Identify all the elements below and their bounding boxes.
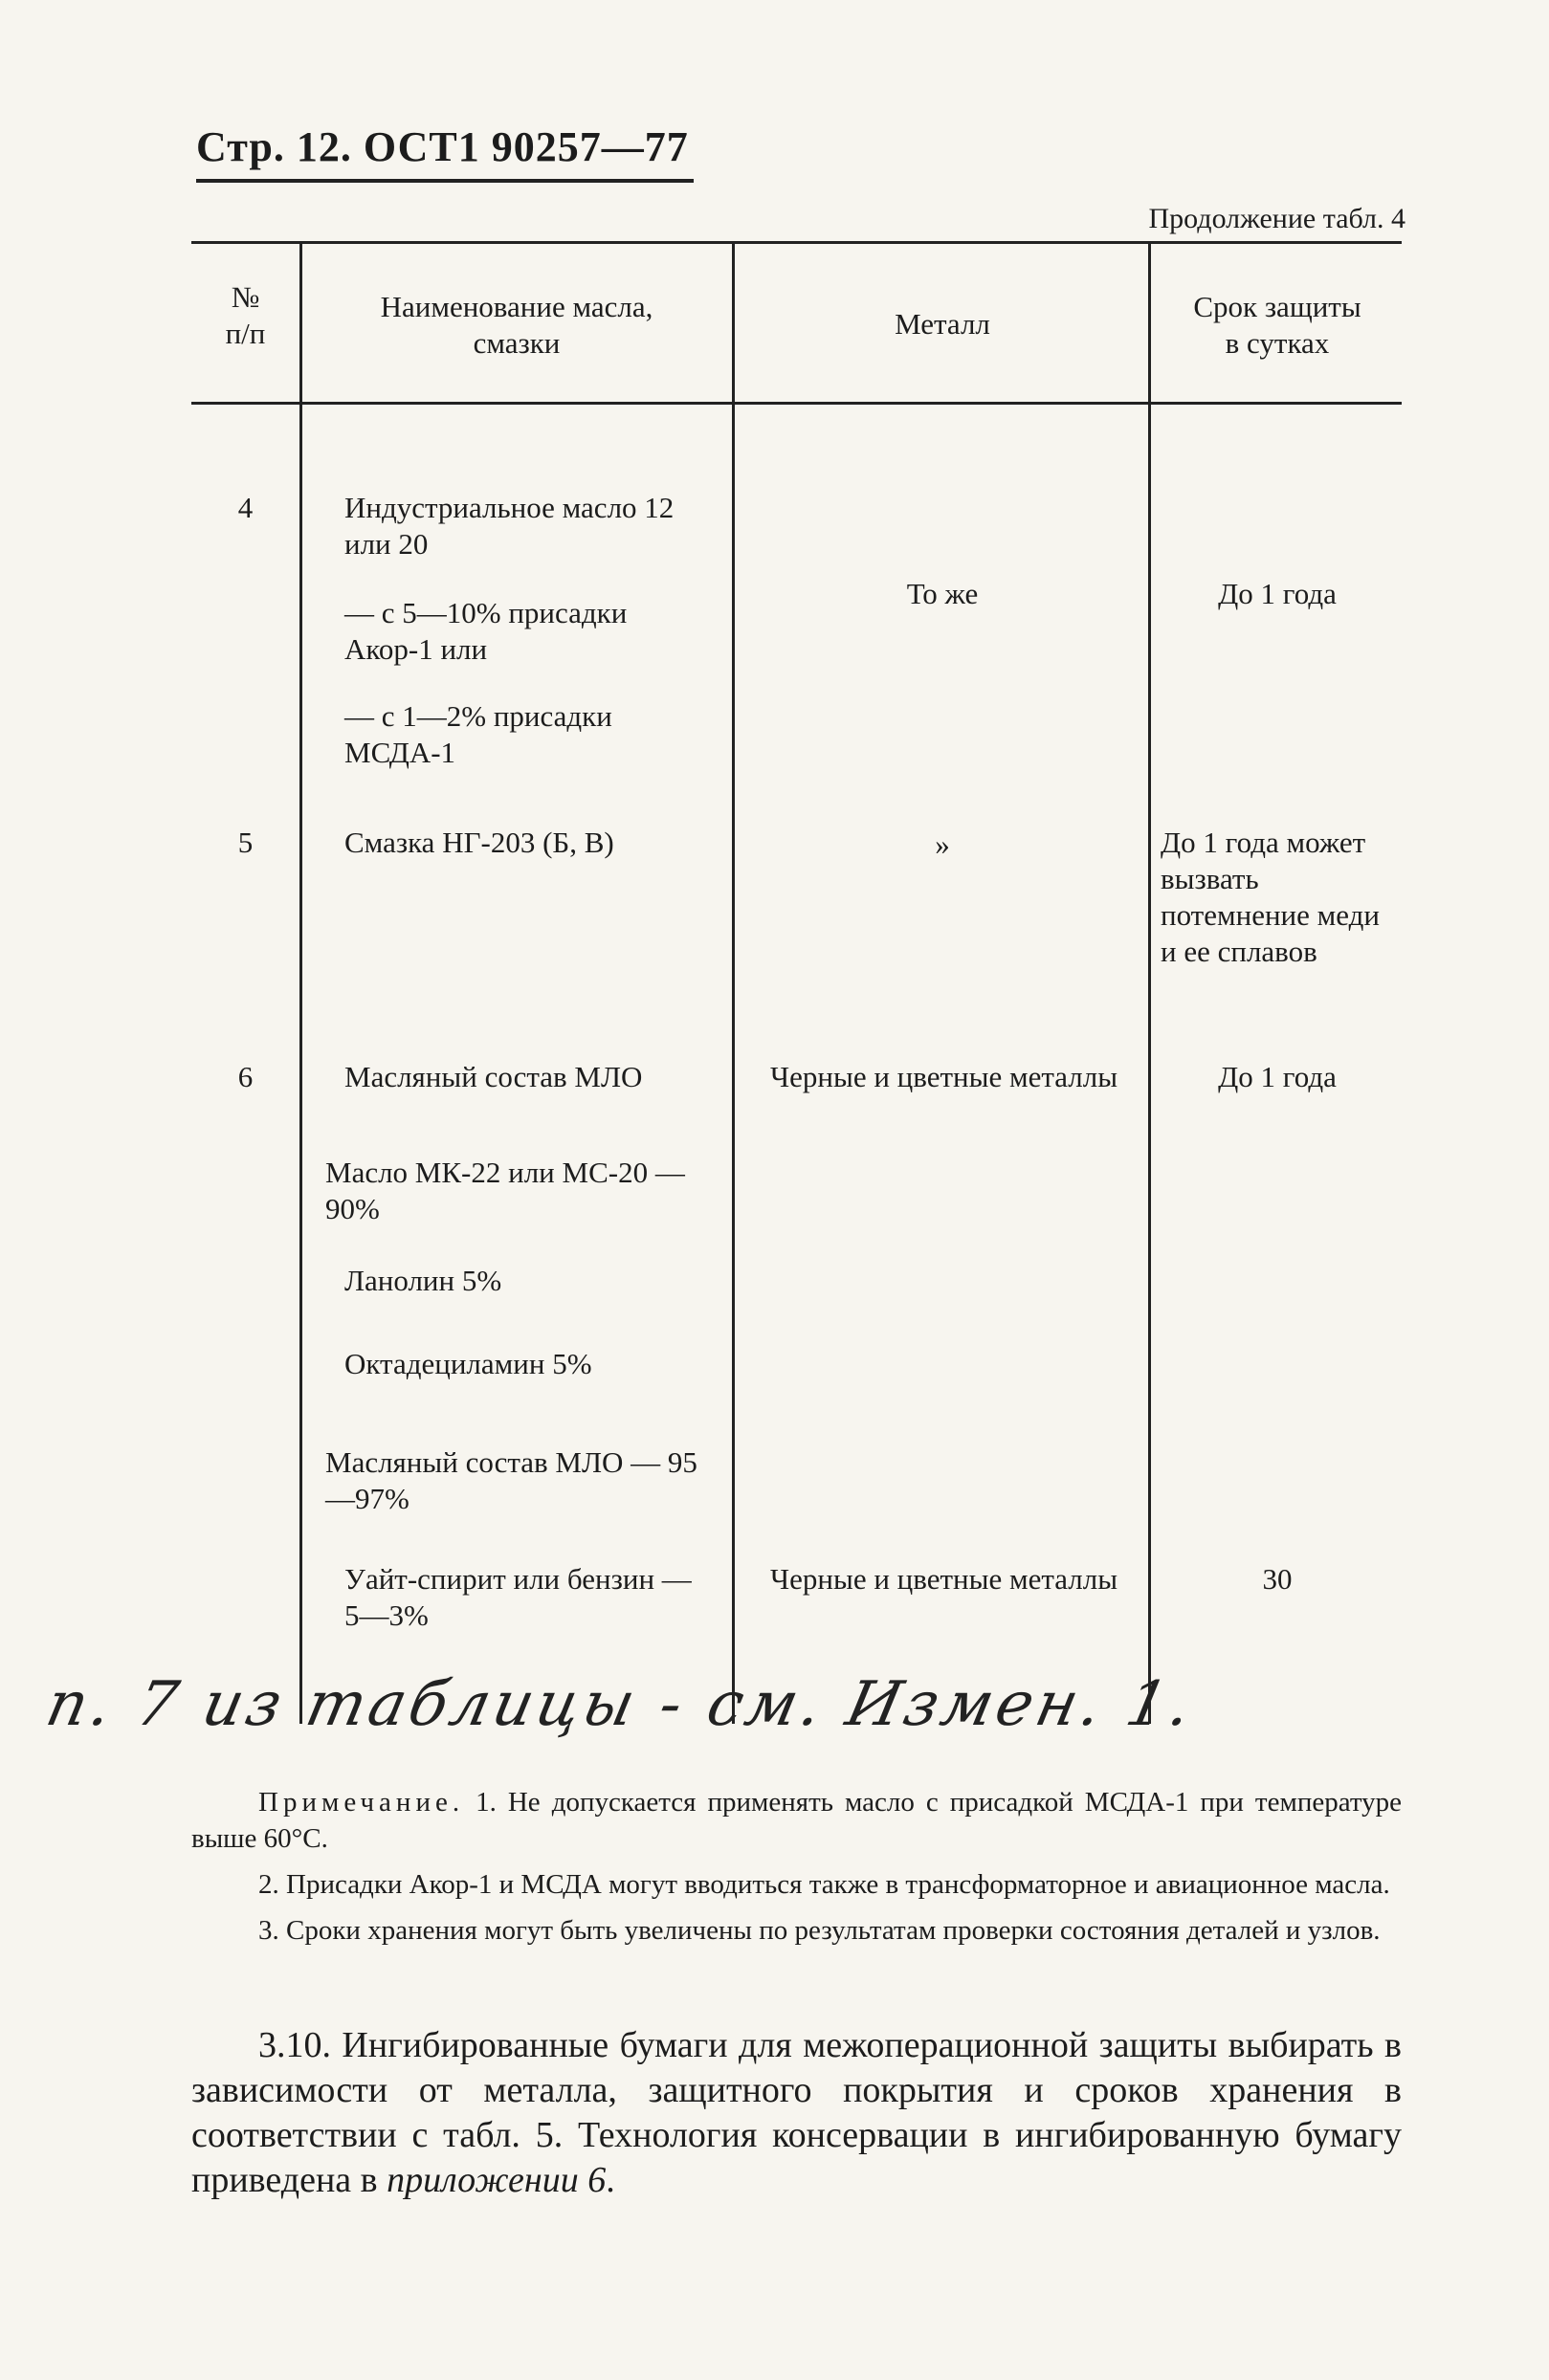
row6-name-sub3: Октадециламин 5% (344, 1347, 592, 1380)
row6-metal-2: Черные и цветные металлы (770, 1562, 1118, 1596)
row4-term: До 1 года (1218, 577, 1337, 610)
row4-number: 4 (237, 491, 254, 524)
note-1-text: 1. Не допускается применять масло с присадкой МСДА-1 при температуре выше 60°С. (191, 1787, 1402, 1854)
table-header-rule (191, 402, 1402, 405)
col-header-term: Срок защиты в сутках (1193, 290, 1361, 360)
row6-name-sub5: Уайт-спирит или бензин — 5—3% (344, 1562, 692, 1632)
row6-number: 6 (237, 1060, 254, 1093)
col-header-metal: Металл (895, 307, 990, 341)
table-continuation-label: Продолжение табл. 4 (1148, 203, 1405, 234)
row4-name: Индустриальное масло 12 или 20 (344, 491, 675, 561)
col-header-number: № п/п (225, 280, 266, 350)
protection-table (191, 241, 1402, 1733)
note-2: 2. Присадки Акор-1 и МСДА могут вводиться также в трансформаторное и авиационное масла. (258, 1869, 1390, 1900)
row5-name: Смазка НГ-203 (Б, В) (344, 826, 614, 859)
row6-metal: Черные и цветные металлы (770, 1060, 1118, 1093)
row5-number: 5 (237, 826, 254, 859)
row4-name-sub1: — с 5—10% присадки Акор-1 или (344, 596, 628, 666)
note-3: 3. Сроки хранения могут быть увеличены по результатам проверки состояния деталей и узлов. (258, 1915, 1381, 1946)
paragraph-body (191, 2023, 1402, 2203)
appendix-reference: приложении 6 (387, 2160, 607, 2200)
row6-term: До 1 года (1218, 1060, 1337, 1093)
col-divider-2 (732, 241, 735, 1724)
col-header-name: Наименование масла, смазки (380, 290, 653, 360)
paragraph-end: . (606, 2160, 615, 2200)
row6-name-sub1: Масло МК-22 или МС-20 — 90% (325, 1156, 685, 1225)
section-3-10-paragraph (191, 2023, 1402, 2203)
row4-name-sub2: — с 1—2% присадки МСДА-1 (344, 699, 612, 769)
row6-term-2: 30 (1262, 1562, 1293, 1596)
page-header: Стр. 12. ОСТ1 90257—77 (196, 122, 694, 183)
note-1 (191, 1784, 1402, 1857)
col-divider-1 (299, 241, 302, 1724)
row6-name: Масляный состав МЛО (344, 1060, 643, 1093)
table-notes (191, 1784, 1402, 1958)
col-divider-3 (1148, 241, 1151, 1724)
table-top-rule (191, 241, 1402, 244)
handwritten-note: п. 7 из таблицы - см. Измен. 1. (40, 1669, 1202, 1740)
note-label: Примечание. (258, 1787, 465, 1818)
row5-term: До 1 года может вызвать потемнение меди и ее сплавов (1161, 826, 1380, 968)
row4-metal: То же (906, 577, 979, 610)
row6-name-sub4: Масляный состав МЛО — 95—97% (325, 1445, 697, 1515)
paragraph-text: 3.10. Ингибированные бумаги для межоперационной защиты выбирать в зависимости от металла, защитного покрытия и сроков хранения в соответствии с табл. 5. Технология консервации в ингибированную бумагу приведена в (191, 2025, 1402, 2200)
row5-metal: » (935, 827, 950, 861)
row6-name-sub2: Ланолин 5% (344, 1264, 502, 1297)
